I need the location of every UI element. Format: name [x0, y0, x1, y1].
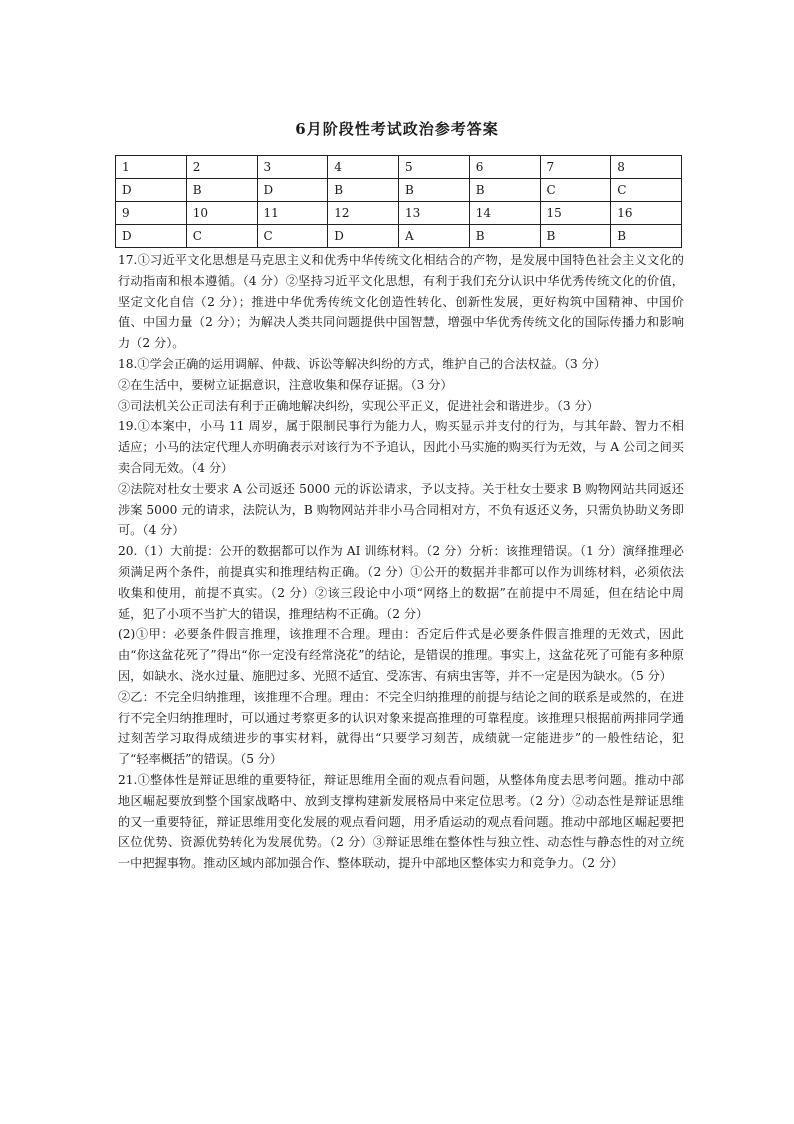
answer-20-part-2-a: (2)①甲：必要条件假言推理，该推理不合理。理由：否定后件式是必要条件假言推理的无效式，因此由“你这盆花死了”得出“你一定没有经常浇花”的结论，是错误的推理。事实上，这盆花死了可能有多种原因，如缺水、浇水过量、施肥过多、光照不适宜、受冻害、有病虫害等，并不一定是因为缺水。（5 分） — [118, 627, 684, 683]
question-number-cell: 3 — [257, 156, 328, 179]
question-number-cell: 16 — [611, 202, 682, 225]
answer-cell: B — [186, 179, 257, 202]
question-number-cell: 11 — [257, 202, 328, 225]
question-number-cell: 14 — [469, 202, 540, 225]
answer-20-part-1: 20.（1）大前提：公开的数据都可以作为 AI 训练材料。（2 分）分析：该推理错误。（1 分）演绎推理必须满足两个条件，前提真实和推理结构正确。（2 分）①公开的数据并非都可以作为训练材料，必须依法收集和使用，前提不真实。（2 分）②该三段论中小项“网络上的数据”在前提中不周延，但在结论中周延，犯了小项不当扩大的错误，推理结构不正确。（2 分） — [118, 544, 684, 621]
answer-17: 17.①习近平文化思想是马克思主义和优秀中华传统文化相结合的产物，是发展中国特色社会主义文化的行动指南和根本遵循。（4 分）②坚持习近平文化思想，有利于我们充分认识中华优秀传统文化的价值，坚定文化自信（2 分）；推进中华优秀传统文化创造性转化、创新性发展，更好构筑中国精神、中国价值、中国力量（2 分）；为解决人类共同问题提供中国智慧，增强中华优秀传统文化的国际传播力和影响力（2 分）。 — [118, 253, 684, 351]
answer-cell: C — [540, 179, 611, 202]
answer-cell: C — [611, 179, 682, 202]
answer-cell: D — [257, 179, 328, 202]
answer-cell: B — [611, 225, 682, 248]
answer-18-point-1: 18.①学会正确的运用调解、仲裁、诉讼等解决纠纷的方式，维护自己的合法权益。（3 分） — [118, 356, 607, 371]
answer-table — [115, 155, 682, 248]
question-number-cell: 9 — [116, 202, 187, 225]
question-number-cell: 12 — [328, 202, 399, 225]
answer-cell: B — [469, 179, 540, 202]
answer-cell: A — [399, 225, 470, 248]
answer-19-point-2: ②法院对杜女士要求 A 公司返还 5000 元的诉讼请求，予以支持。关于杜女士要求 B 购物网站共同返还涉案 5000 元的请求，法院认为，B 购物网站并非小马合同相对方，不负有返还义务，只需负协助义务即可。（4 分） — [118, 481, 684, 538]
question-number-cell: 2 — [186, 156, 257, 179]
answer-cell: B — [399, 179, 470, 202]
answer-cell: C — [186, 225, 257, 248]
question-number-cell: 7 — [540, 156, 611, 179]
page-title: 6月阶段性考试政治参考答案 — [295, 120, 499, 138]
answer-cell: D — [328, 225, 399, 248]
answer-18-point-3: ③司法机关公正司法有利于正确地解决纠纷，实现公平正义，促进社会和谐进步。（3 分） — [118, 398, 599, 413]
answer-explanations — [118, 250, 684, 874]
question-number-cell: 5 — [399, 156, 470, 179]
question-number-cell: 10 — [186, 202, 257, 225]
question-number-cell: 4 — [328, 156, 399, 179]
answer-row — [116, 179, 682, 202]
question-number-cell: 6 — [469, 156, 540, 179]
answer-20-part-2-b: ②乙：不完全归纳推理，该推理不合理。理由：不完全归纳推理的前提与结论之间的联系是或然的，在进行不完全归纳推理时，可以通过考察更多的认识对象来提高推理的可靠程度。该推理只根据前两排同学通过刻苦学习取得成绩进步的事实材料，就得出“只要学习刻苦，成绩就一定能进步”的一般性结论，犯了“轻率概括”的错误。（5 分） — [118, 689, 684, 767]
question-number-cell: 8 — [611, 156, 682, 179]
answer-row — [116, 225, 682, 248]
answer-cell: B — [540, 225, 611, 248]
question-number-cell: 1 — [116, 156, 187, 179]
question-number-row — [116, 202, 682, 225]
answer-cell: B — [469, 225, 540, 248]
answer-cell: C — [257, 225, 328, 248]
answer-18-point-2: ②在生活中，要树立证据意识，注意收集和保存证据。（3 分） — [118, 377, 453, 392]
answer-cell: B — [328, 179, 399, 202]
answer-cell: D — [116, 225, 187, 248]
answer-21: 21.①整体性是辩证思维的重要特征，辩证思维用全面的观点看问题，从整体角度去思考问题。推动中部地区崛起要放到整个国家战略中、放到支撑构建新发展格局中来定位思考。（2 分）②动态性是辩证思维的又一重要特征，辩证思维用变化发展的观点看问题，用矛盾运动的观点看问题。推动中部地区崛起要把区位优势、资源优势转化为发展优势。（2 分）③辩证思维在整体性与独立性、动态性与静态性的对立统一中把握事物。推动区域内部加强合作、整体联动，提升中部地区整体实力和竞争力。（2 分） — [118, 772, 684, 871]
answer-cell: D — [116, 179, 187, 202]
answer-19-point-1: 19.①本案中，小马 11 周岁，属于限制民事行为能力人，购买显示并支付的行为，与其年龄、智力不相适应；小马的法定代理人亦明确表示对该行为不予追认，因此小马实施的购买行为无效，与 A 公司之间买卖合同无效。（4 分） — [118, 419, 684, 475]
question-number-row — [116, 156, 682, 179]
question-number-cell: 15 — [540, 202, 611, 225]
question-number-cell: 13 — [399, 202, 470, 225]
